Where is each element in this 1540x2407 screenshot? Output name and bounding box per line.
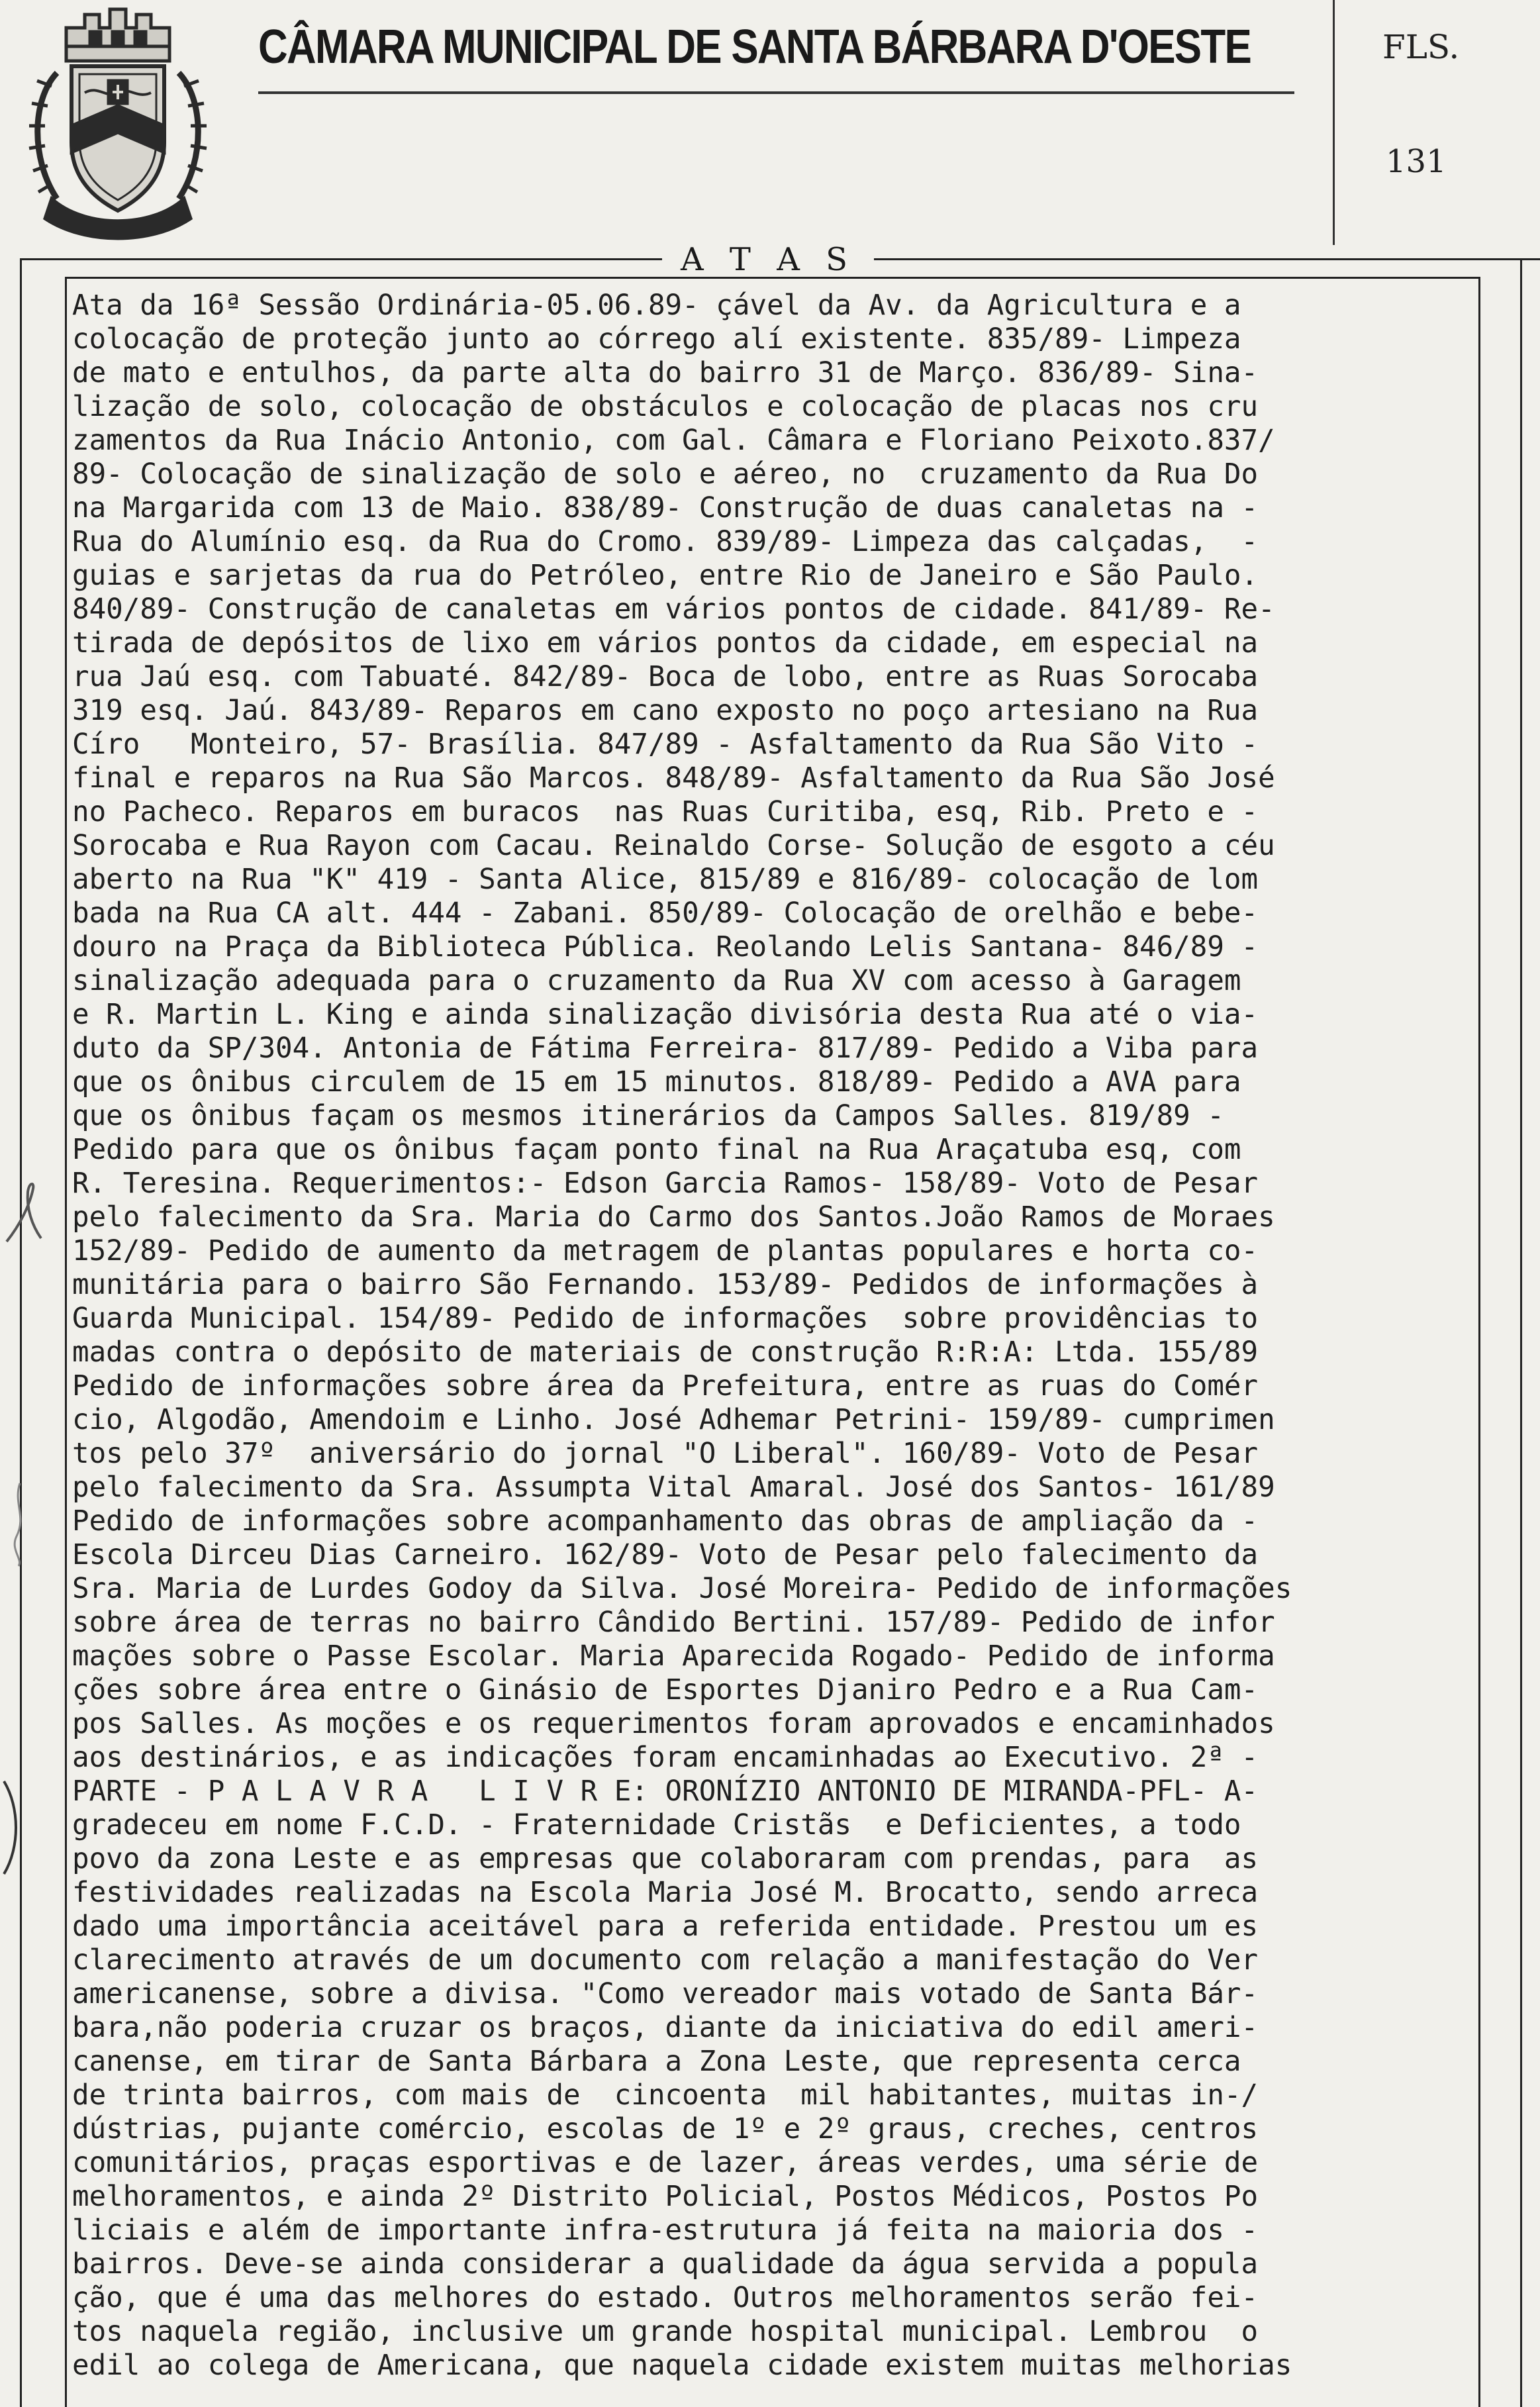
title-underline bbox=[258, 91, 1294, 94]
text-line: e R. Martin L. King e ainda sinalização divisória desta Rua até o via- bbox=[72, 999, 1259, 1031]
text-line: canense, em tirar de Santa Bárbara a Zona Leste, que representa cerca bbox=[72, 2045, 1241, 2078]
text-line: R. Teresina. Requerimentos:- Edson Garcia Ramos- 158/89- Voto de Pesar bbox=[72, 1167, 1259, 1200]
handwritten-margin-mark bbox=[0, 1477, 40, 1569]
text-line: comunitários, praças esportivas e de lazer, áreas verdes, uma série de bbox=[72, 2147, 1259, 2179]
text-line: que os ônibus circulem de 15 em 15 minutos. 818/89- Pedido a AVA para bbox=[72, 1066, 1241, 1099]
minutes-text bbox=[72, 289, 1480, 2382]
text-line: sinalização adequada para o cruzamento da Rua XV com acesso à Garagem bbox=[72, 965, 1241, 997]
text-line: de mato e entulhos, da parte alta do bairro 31 de Março. 836/89- Sina- bbox=[72, 357, 1259, 389]
text-line: guias e sarjetas da rua do Petróleo, entre Rio de Janeiro e São Paulo. bbox=[72, 560, 1259, 592]
text-line: Pedido para que os ônibus façam ponto final na Rua Araçatuba esq, com bbox=[72, 1134, 1241, 1166]
text-line: melhoramentos, e ainda 2º Distrito Policial, Postos Médicos, Postos Po bbox=[72, 2181, 1259, 2213]
fls-label: FLS. bbox=[1382, 28, 1460, 66]
text-line: tos naquela região, inclusive um grande hospital municipal. Lembrou o bbox=[72, 2316, 1259, 2348]
handwritten-margin-mark bbox=[0, 1775, 26, 1881]
text-line: duto da SP/304. Antonia de Fátima Ferreira- 817/89- Pedido a Viba para bbox=[72, 1032, 1259, 1065]
text-line: PARTE - P A L A V R A L I V R E: ORONÍZIO ANTONIO DE MIRANDA-PFL- A- bbox=[72, 1775, 1259, 1808]
text-line: americanense, sobre a divisa. "Como vereador mais votado de Santa Bár- bbox=[72, 1978, 1259, 2010]
text-line: pelo falecimento da Sra. Maria do Carmo dos Santos.João Ramos de Moraes bbox=[72, 1201, 1275, 1234]
text-line: douro na Praça da Biblioteca Pública. Reolando Lelis Santana- 846/89 - bbox=[72, 931, 1259, 963]
text-line: ções sobre área entre o Ginásio de Esportes Djaniro Pedro e a Rua Cam- bbox=[72, 1674, 1259, 1706]
text-line: povo da zona Leste e as empresas que colaboraram com prendas, para as bbox=[72, 1843, 1259, 1875]
text-line: sobre área de terras no bairro Cândido Bertini. 157/89- Pedido de infor bbox=[72, 1606, 1275, 1639]
text-line: mações sobre o Passe Escolar. Maria Aparecida Rogado- Pedido de informa bbox=[72, 1640, 1275, 1673]
text-line: Rua do Alumínio esq. da Rua do Cromo. 839/89- Limpeza das calçadas, - bbox=[72, 526, 1259, 558]
text-line: pos Salles. As moções e os requerimentos foram aprovados e encaminhados bbox=[72, 1708, 1275, 1740]
text-line: Guarda Municipal. 154/89- Pedido de informações sobre providências to bbox=[72, 1302, 1259, 1335]
text-line: aberto na Rua "K" 419 - Santa Alice, 815/89 e 816/89- colocação de lom bbox=[72, 863, 1259, 896]
text-line: clarecimento através de um documento com relação a manifestação do Ver bbox=[72, 1944, 1259, 1977]
text-line: 840/89- Construção de canaletas em vários pontos de cidade. 841/89- Re- bbox=[72, 593, 1275, 626]
handwritten-margin-mark bbox=[0, 1179, 53, 1252]
municipal-coat-of-arms bbox=[25, 0, 211, 242]
text-line: Sra. Maria de Lurdes Godoy da Silva. José Moreira- Pedido de informações bbox=[72, 1573, 1292, 1605]
text-line: dústrias, pujante comércio, escolas de 1º e 2º graus, creches, centros bbox=[72, 2113, 1259, 2145]
minutes-text-box bbox=[65, 277, 1480, 2407]
text-line: tos pelo 37º aniversário do jornal "O Liberal". 160/89- Voto de Pesar bbox=[72, 1438, 1259, 1470]
text-line: Ata da 16ª Sessão Ordinária-05.06.89- çável da Av. da Agricultura e a bbox=[72, 289, 1241, 322]
text-line: ção, que é uma das melhores do estado. Outros melhoramentos serão fei- bbox=[72, 2282, 1259, 2314]
text-line: Pedido de informações sobre área da Prefeitura, entre as ruas do Comér bbox=[72, 1370, 1259, 1402]
header-divider bbox=[1333, 0, 1335, 245]
text-line: lização de solo, colocação de obstáculos e colocação de placas nos cru bbox=[72, 391, 1259, 423]
text-line: Pedido de informações sobre acompanhamento das obras de ampliação da - bbox=[72, 1505, 1259, 1538]
text-line: cio, Algodão, Amendoim e Linho. José Adhemar Petrini- 159/89- cumprimen bbox=[72, 1404, 1275, 1436]
text-line: pelo falecimento da Sra. Assumpta Vital Amaral. José dos Santos- 161/89 bbox=[72, 1471, 1275, 1504]
text-line: Escola Dirceu Dias Carneiro. 162/89- Voto de Pesar pelo falecimento da bbox=[72, 1539, 1259, 1571]
text-line: de trinta bairros, com mais de cincoenta mil habitantes, muitas in-/ bbox=[72, 2079, 1259, 2112]
text-line: bairros. Deve-se ainda considerar a qualidade da água servida a popula bbox=[72, 2248, 1259, 2281]
text-line: 89- Colocação de sinalização de solo e aéreo, no cruzamento da Rua Do bbox=[72, 458, 1259, 491]
text-line: Sorocaba e Rua Rayon com Cacau. Reinaldo Corse- Solução de esgoto a céu bbox=[72, 830, 1275, 862]
text-line: bara,não poderia cruzar os braços, diante da iniciativa do edil ameri- bbox=[72, 2012, 1259, 2044]
text-line: madas contra o depósito de materiais de construção R:R:A: Ltda. 155/89 bbox=[72, 1336, 1259, 1369]
text-line: dado uma importância aceitável para a referida entidade. Prestou um es bbox=[72, 1910, 1259, 1943]
page-header bbox=[0, 0, 1540, 252]
text-line: final e reparos na Rua São Marcos. 848/89- Asfaltamento da Rua São José bbox=[72, 762, 1275, 795]
text-line: aos destinários, e as indicações foram encaminhadas ao Executivo. 2ª - bbox=[72, 1742, 1259, 1774]
text-line: festividades realizadas na Escola Maria José M. Brocatto, sendo arreca bbox=[72, 1877, 1259, 1909]
text-line: na Margarida com 13 de Maio. 838/89- Construção de duas canaletas na - bbox=[72, 492, 1259, 524]
text-line: zamentos da Rua Inácio Antonio, com Gal. Câmara e Floriano Peixoto.837/ bbox=[72, 424, 1275, 457]
text-line: bada na Rua CA alt. 444 - Zabani. 850/89- Colocação de orelhão e bebe- bbox=[72, 897, 1259, 930]
text-line: tirada de depósitos de lixo em vários pontos da cidade, em especial na bbox=[72, 627, 1259, 660]
frame-left-line bbox=[20, 258, 22, 2407]
chamber-title: CÂMARA MUNICIPAL DE SANTA BÁRBARA D'OESTE bbox=[258, 21, 1251, 74]
text-line: rua Jaú esq. com Tabuaté. 842/89- Boca de lobo, entre as Ruas Sorocaba bbox=[72, 661, 1259, 693]
text-line: 152/89- Pedido de aumento da metragem de plantas populares e horta co- bbox=[72, 1235, 1259, 1267]
text-line: munitária para o bairro São Fernando. 153/89- Pedidos de informações à bbox=[72, 1269, 1259, 1301]
text-line: que os ônibus façam os mesmos itinerários da Campos Salles. 819/89 - bbox=[72, 1100, 1224, 1132]
section-heading: A T A S bbox=[662, 241, 874, 278]
text-line: Círo Monteiro, 57- Brasília. 847/89 - Asfaltamento da Rua São Vito - bbox=[72, 728, 1259, 761]
frame-right-line bbox=[1520, 258, 1522, 2407]
text-line: colocação de proteção junto ao córrego alí existente. 835/89- Limpeza bbox=[72, 323, 1241, 356]
text-line: no Pacheco. Reparos em buracos nas Ruas Curitiba, esq, Rib. Preto e - bbox=[72, 796, 1259, 828]
text-line: liciais e além de importante infra-estrutura já feita na maioria dos - bbox=[72, 2214, 1259, 2247]
text-line: edil ao colega de Americana, que naquela cidade existem muitas melhorias bbox=[72, 2349, 1292, 2382]
text-line: gradeceu em nome F.C.D. - Fraternidade Cristãs e Deficientes, a todo bbox=[72, 1809, 1241, 1842]
text-line: 319 esq. Jaú. 843/89- Reparos em cano exposto no poço artesiano na Rua bbox=[72, 695, 1259, 727]
page-number: 131 bbox=[1386, 143, 1447, 180]
